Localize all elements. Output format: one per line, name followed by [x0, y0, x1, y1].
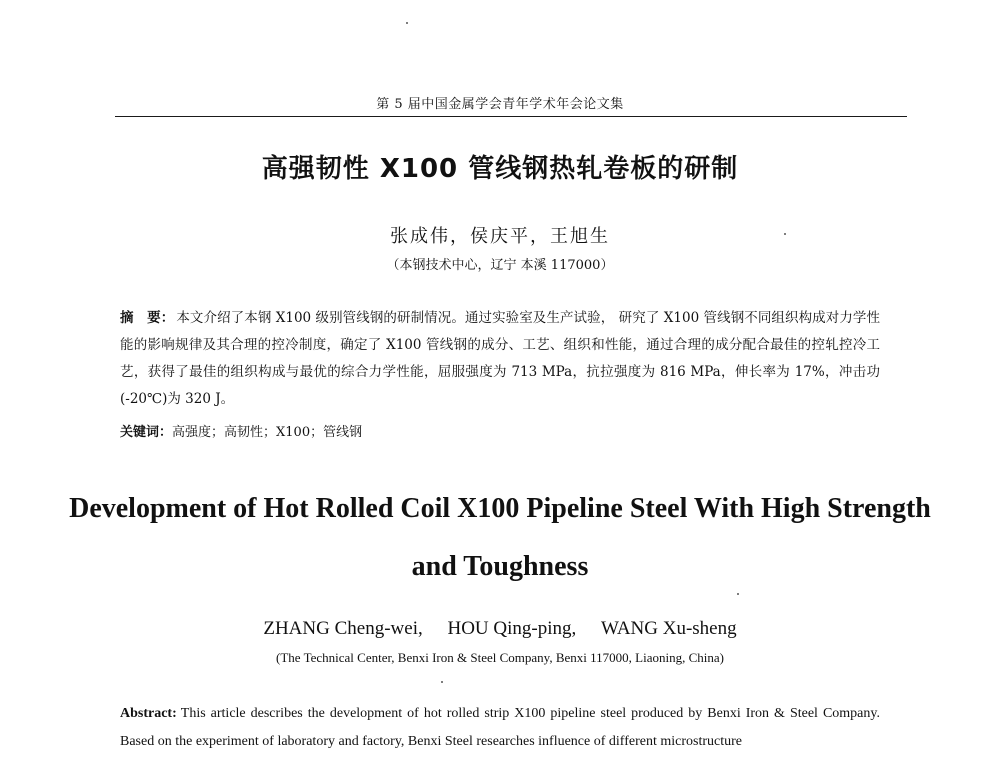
english-authors	[0, 618, 1000, 640]
chinese-abstract	[120, 305, 880, 413]
english-abstract-text: This article describes the development of hot rolled strip X100 pipeline steel produced by Benxi Iron & Steel Company. Based on the experiment of laboratory and factory, Benxi Steel researches influence of different microstructure	[120, 706, 880, 749]
english-affiliation: (The Technical Center, Benxi Iron & Steel Company, Benxi 117000, Liaoning, China)	[276, 650, 724, 665]
english-abstract-label: Abstract:	[120, 706, 177, 721]
english-abstract	[120, 700, 880, 756]
author-name: WANG Xu-sheng	[601, 618, 737, 639]
chinese-affiliation: （本钢技术中心，辽宁 本溪 117000）	[386, 258, 614, 273]
english-title: Development of Hot Rolled Coil X100 Pipeline Steel With High Strength and Toughness	[69, 493, 931, 582]
chinese-abstract-text: 本文介绍了本钢 X100 级别管线钢的研制情况。通过实验室及生产试验， 研究了 X100 管线钢不同组织构成对力学性能的影响规律及其合理的控冷制度，确定了 X100 管线钢的成分、工艺、组织和性能，通过合理的成分配合最佳的控轧控冷工艺，获得了最佳的组织构成与最优的综合力学性能，屈服强度为 713 MPa，抗拉强度为 816 MPa，伸长率为 17%，冲击功(-20℃)为 320 J。	[120, 310, 880, 407]
chinese-title: 高强韧性 X100 管线钢热轧卷板的研制	[261, 154, 739, 184]
chinese-authors: 张成伟，侯庆平，王旭生	[390, 226, 610, 247]
scan-speck	[441, 681, 443, 683]
running-header: 第 5 届中国金属学会青年学术年会论文集	[376, 97, 624, 112]
chinese-keywords-label: 关键词：	[120, 425, 173, 440]
author-name: ZHANG Cheng-wei,	[263, 618, 423, 639]
chinese-keywords-text: 高强度；高韧性；X100；管线钢	[172, 425, 363, 440]
chinese-keywords	[120, 423, 880, 443]
header-rule	[115, 116, 907, 117]
scan-speck	[406, 22, 408, 24]
author-name: HOU Qing-ping,	[447, 618, 577, 639]
chinese-abstract-label: 摘 要：	[120, 310, 175, 326]
